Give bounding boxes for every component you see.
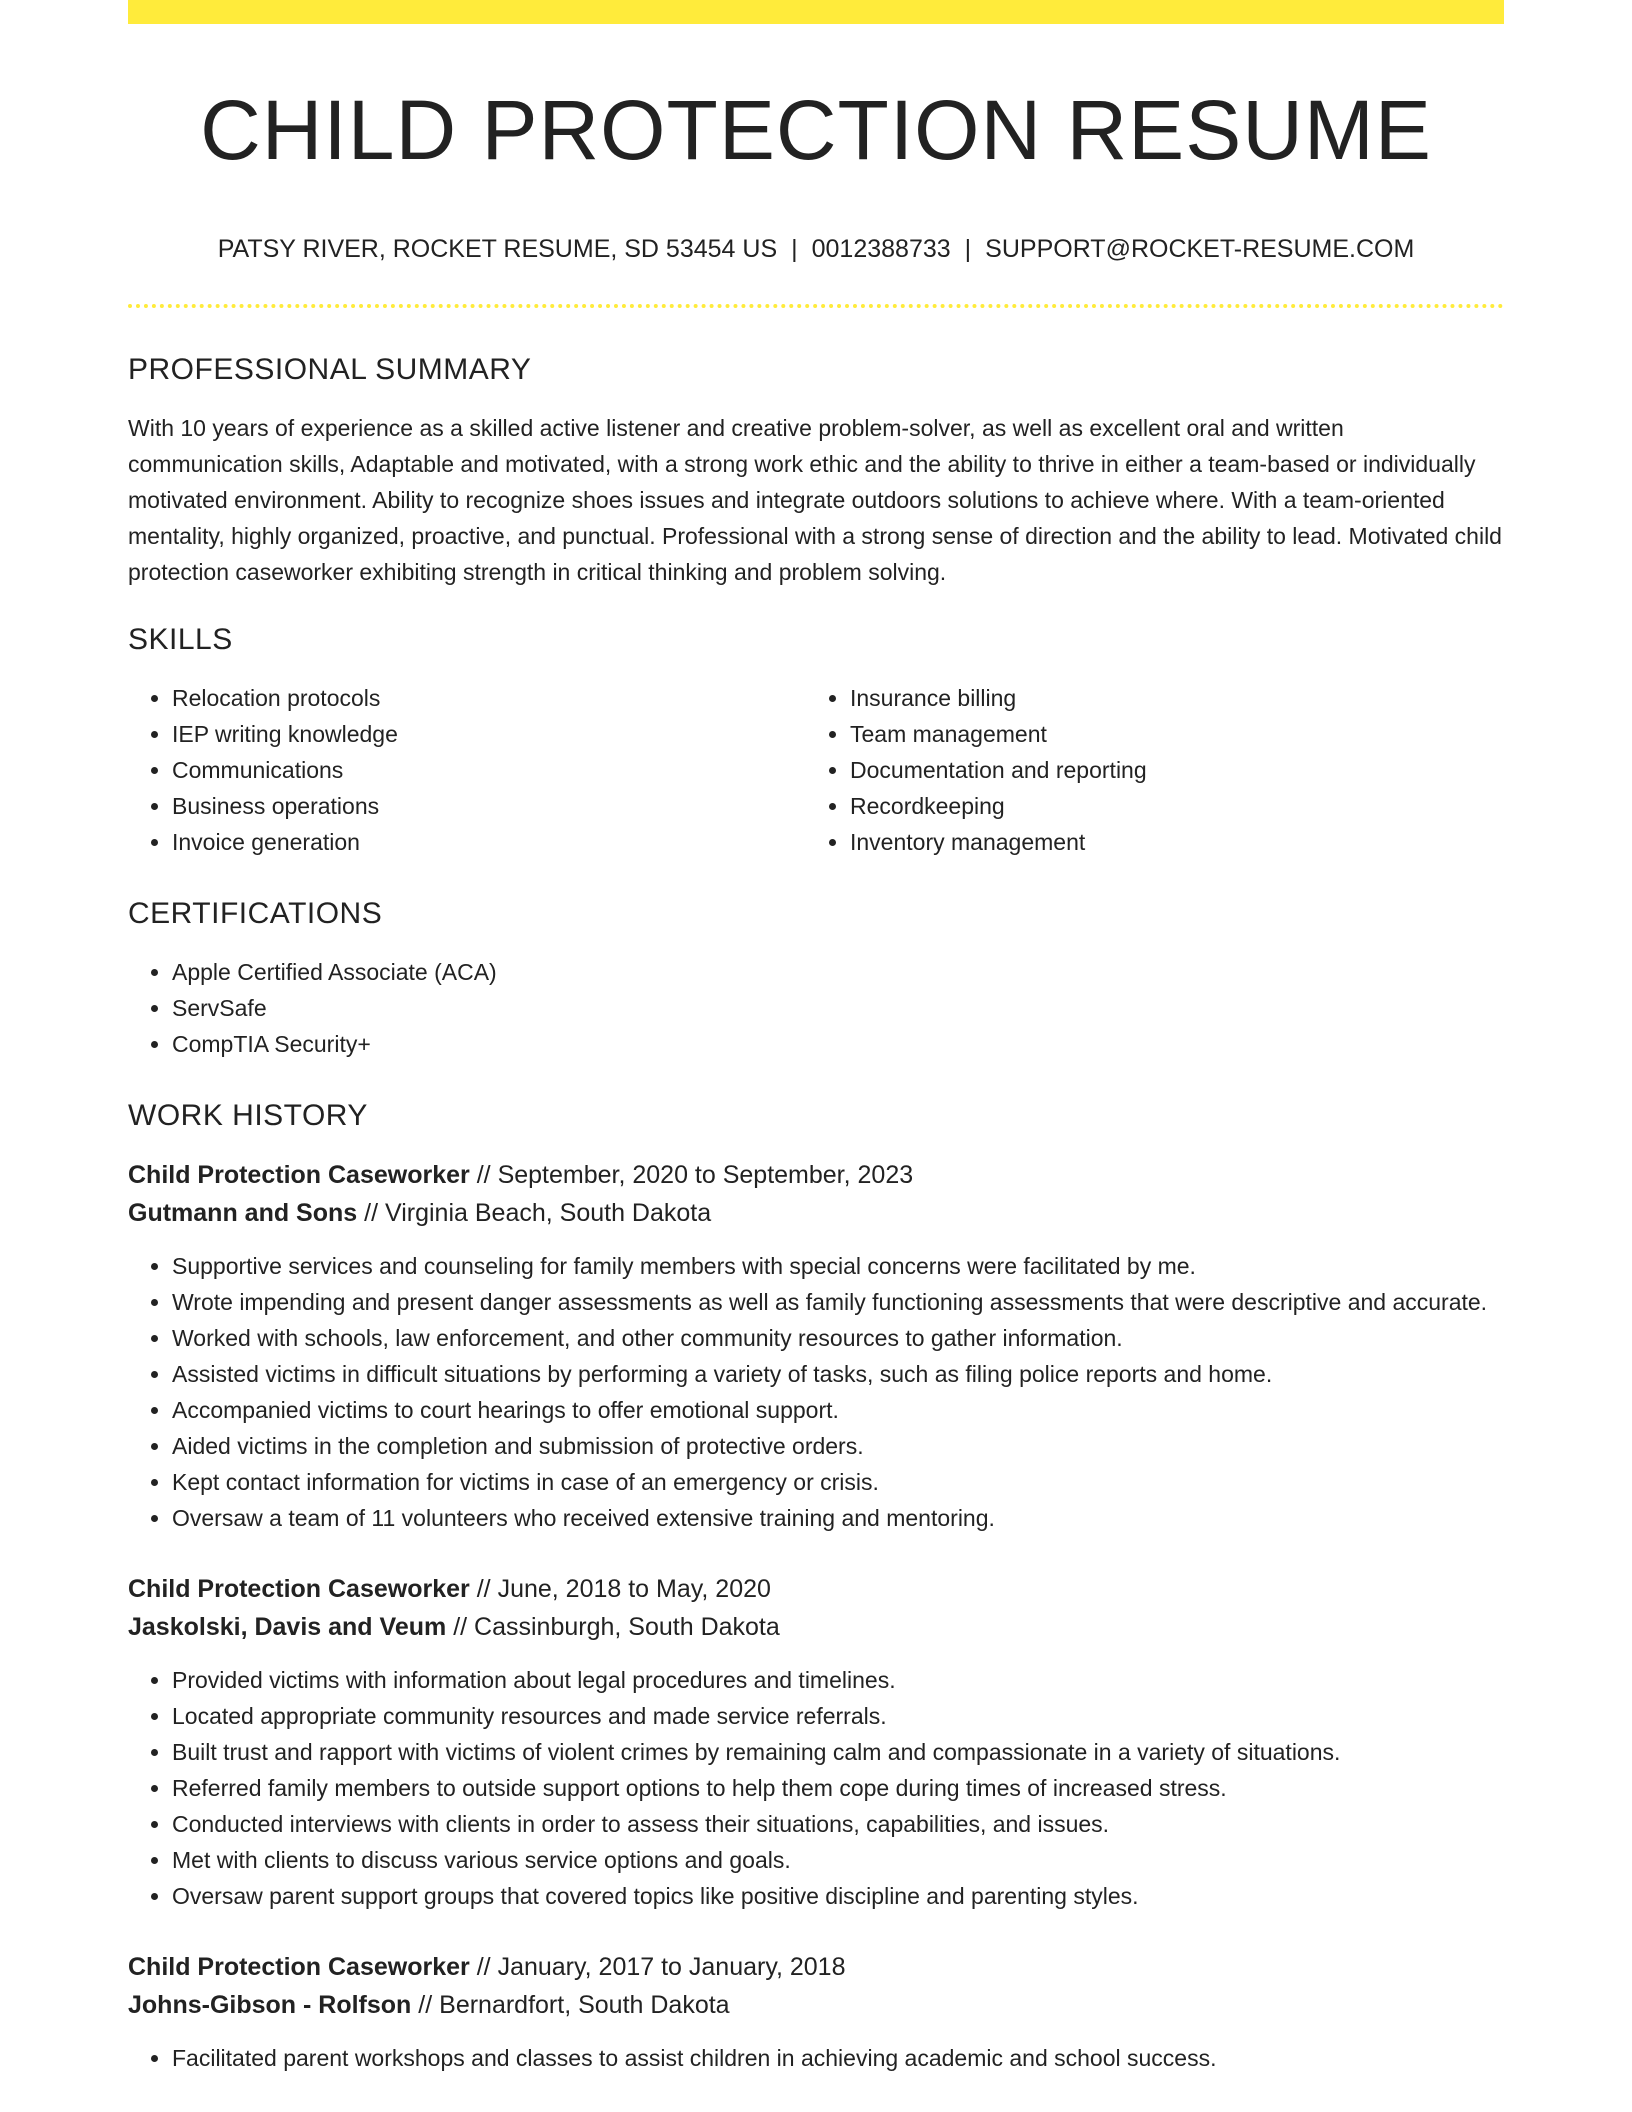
skills-column-left <box>128 680 806 860</box>
job-entry <box>128 1156 1504 1536</box>
skill-item: • Recordkeeping <box>850 788 1484 824</box>
job-divider: // <box>476 1161 491 1190</box>
resume-page <box>128 0 1504 2076</box>
job-company-line <box>128 1608 1504 1646</box>
job-bullets <box>128 1662 1504 1914</box>
job-bullet: • Assisted victims in difficult situations by performing a variety of tasks, such as filing police reports and home. <box>172 1356 1504 1392</box>
work-history-heading: WORK HISTORY <box>128 1099 368 1133</box>
certification-item: • CompTIA Security+ <box>172 1026 1504 1062</box>
certifications-list <box>128 954 1504 1062</box>
contact-phone: 0012388733 <box>811 235 951 264</box>
job-location: Bernardfort, South Dakota <box>439 1991 730 2020</box>
contact-address: PATSY RIVER, ROCKET RESUME, SD 53454 US <box>217 235 778 264</box>
job-bullet: • Facilitated parent workshops and classes to assist children in achieving academic and school success. <box>172 2040 1504 2076</box>
job-bullets <box>128 2040 1504 2076</box>
job-dates: September, 2020 to September, 2023 <box>497 1161 914 1190</box>
job-title-line <box>128 1156 1504 1194</box>
job-bullet: • Oversaw parent support groups that covered topics like positive discipline and parenting styles. <box>172 1878 1504 1914</box>
skill-item: • Invoice generation <box>172 824 806 860</box>
job-bullet: • Accompanied victims to court hearings to offer emotional support. <box>172 1392 1504 1428</box>
job-bullet: • Met with clients to discuss various service options and goals. <box>172 1842 1504 1878</box>
skills-list <box>128 680 1504 860</box>
certifications-heading: CERTIFICATIONS <box>128 897 383 931</box>
contact-line <box>128 234 1504 264</box>
job-entry <box>128 1948 1504 2076</box>
job-bullet: • Located appropriate community resources and made service referrals. <box>172 1698 1504 1734</box>
skill-item: • Inventory management <box>850 824 1484 860</box>
summary-text: With 10 years of experience as a skilled active listener and creative problem-solver, as well as excellent oral and written communication skills, Adaptable and motivated, with a strong work ethic and the ability to thrive in either a team-based or individually motivated environment. Ability to recognize shoes issues and integrate outdoors solutions to achieve where. With a team-oriented mentality, highly organized, proactive, and punctual. Professional with a strong sense of direction and the ability to lead. Motivated child protection caseworker exhibiting strength in critical thinking and problem solving. <box>128 415 1502 586</box>
job-divider: // <box>453 1613 468 1642</box>
job-location: Virginia Beach, South Dakota <box>385 1199 712 1228</box>
resume-title: CHILD PROTECTION RESUME <box>200 83 1432 177</box>
job-divider: // <box>418 1991 433 2020</box>
top-accent-bar <box>128 0 1504 24</box>
job-entry <box>128 1570 1504 1914</box>
job-company: Jaskolski, Davis and Veum <box>128 1613 447 1642</box>
contact-separator: | <box>791 235 798 264</box>
job-divider: // <box>476 1575 491 1604</box>
job-divider: // <box>476 1953 491 1982</box>
skills-heading: SKILLS <box>128 623 233 657</box>
job-bullet: • Wrote impending and present danger assessments as well as family functioning assessments that were descriptive and accurate. <box>172 1284 1504 1320</box>
summary-heading: PROFESSIONAL SUMMARY <box>128 353 532 387</box>
job-dates: June, 2018 to May, 2020 <box>497 1575 771 1604</box>
job-location: Cassinburgh, South Dakota <box>474 1613 780 1642</box>
contact-separator: | <box>964 235 972 264</box>
job-title-line <box>128 1570 1504 1608</box>
job-role: Child Protection Caseworker <box>128 1953 470 1982</box>
job-bullet: • Aided victims in the completion and submission of protective orders. <box>172 1428 1504 1464</box>
job-bullet: • Oversaw a team of 11 volunteers who received extensive training and mentoring. <box>172 1500 1504 1536</box>
job-bullet: • Built trust and rapport with victims of violent crimes by remaining calm and compassionate in a variety of situations. <box>172 1734 1504 1770</box>
certification-item: • Apple Certified Associate (ACA) <box>172 954 1504 990</box>
skills-column-right <box>806 680 1484 860</box>
certification-item: • ServSafe <box>172 990 1504 1026</box>
skill-item: • Business operations <box>172 788 806 824</box>
job-bullets <box>128 1248 1504 1536</box>
skill-item: • Team management <box>850 716 1484 752</box>
job-bullet: • Worked with schools, law enforcement, and other community resources to gather information. <box>172 1320 1504 1356</box>
job-company-line <box>128 1194 1504 1232</box>
job-company: Gutmann and Sons <box>128 1199 358 1228</box>
job-bullet: • Kept contact information for victims in case of an emergency or crisis. <box>172 1464 1504 1500</box>
skill-item: • Insurance billing <box>850 680 1484 716</box>
job-bullet: • Provided victims with information about legal procedures and timelines. <box>172 1662 1504 1698</box>
job-role: Child Protection Caseworker <box>128 1575 470 1604</box>
work-history-list <box>128 1156 1504 2076</box>
job-title-line <box>128 1948 1504 1986</box>
contact-email: SUPPORT@ROCKET-RESUME.COM <box>985 235 1415 264</box>
job-bullet: • Conducted interviews with clients in order to assess their situations, capabilities, and issues. <box>172 1806 1504 1842</box>
job-divider: // <box>364 1199 379 1228</box>
skill-item: • Communications <box>172 752 806 788</box>
job-bullet: • Supportive services and counseling for family members with special concerns were facilitated by me. <box>172 1248 1504 1284</box>
job-company: Johns-Gibson - Rolfson <box>128 1991 412 2020</box>
job-bullet: • Referred family members to outside support options to help them cope during times of increased stress. <box>172 1770 1504 1806</box>
skill-item: • Documentation and reporting <box>850 752 1484 788</box>
skill-item: • IEP writing knowledge <box>172 716 806 752</box>
job-company-line <box>128 1986 1504 2024</box>
skill-item: • Relocation protocols <box>172 680 806 716</box>
job-role: Child Protection Caseworker <box>128 1161 470 1190</box>
header-divider <box>128 304 1504 308</box>
job-dates: January, 2017 to January, 2018 <box>497 1953 846 1982</box>
